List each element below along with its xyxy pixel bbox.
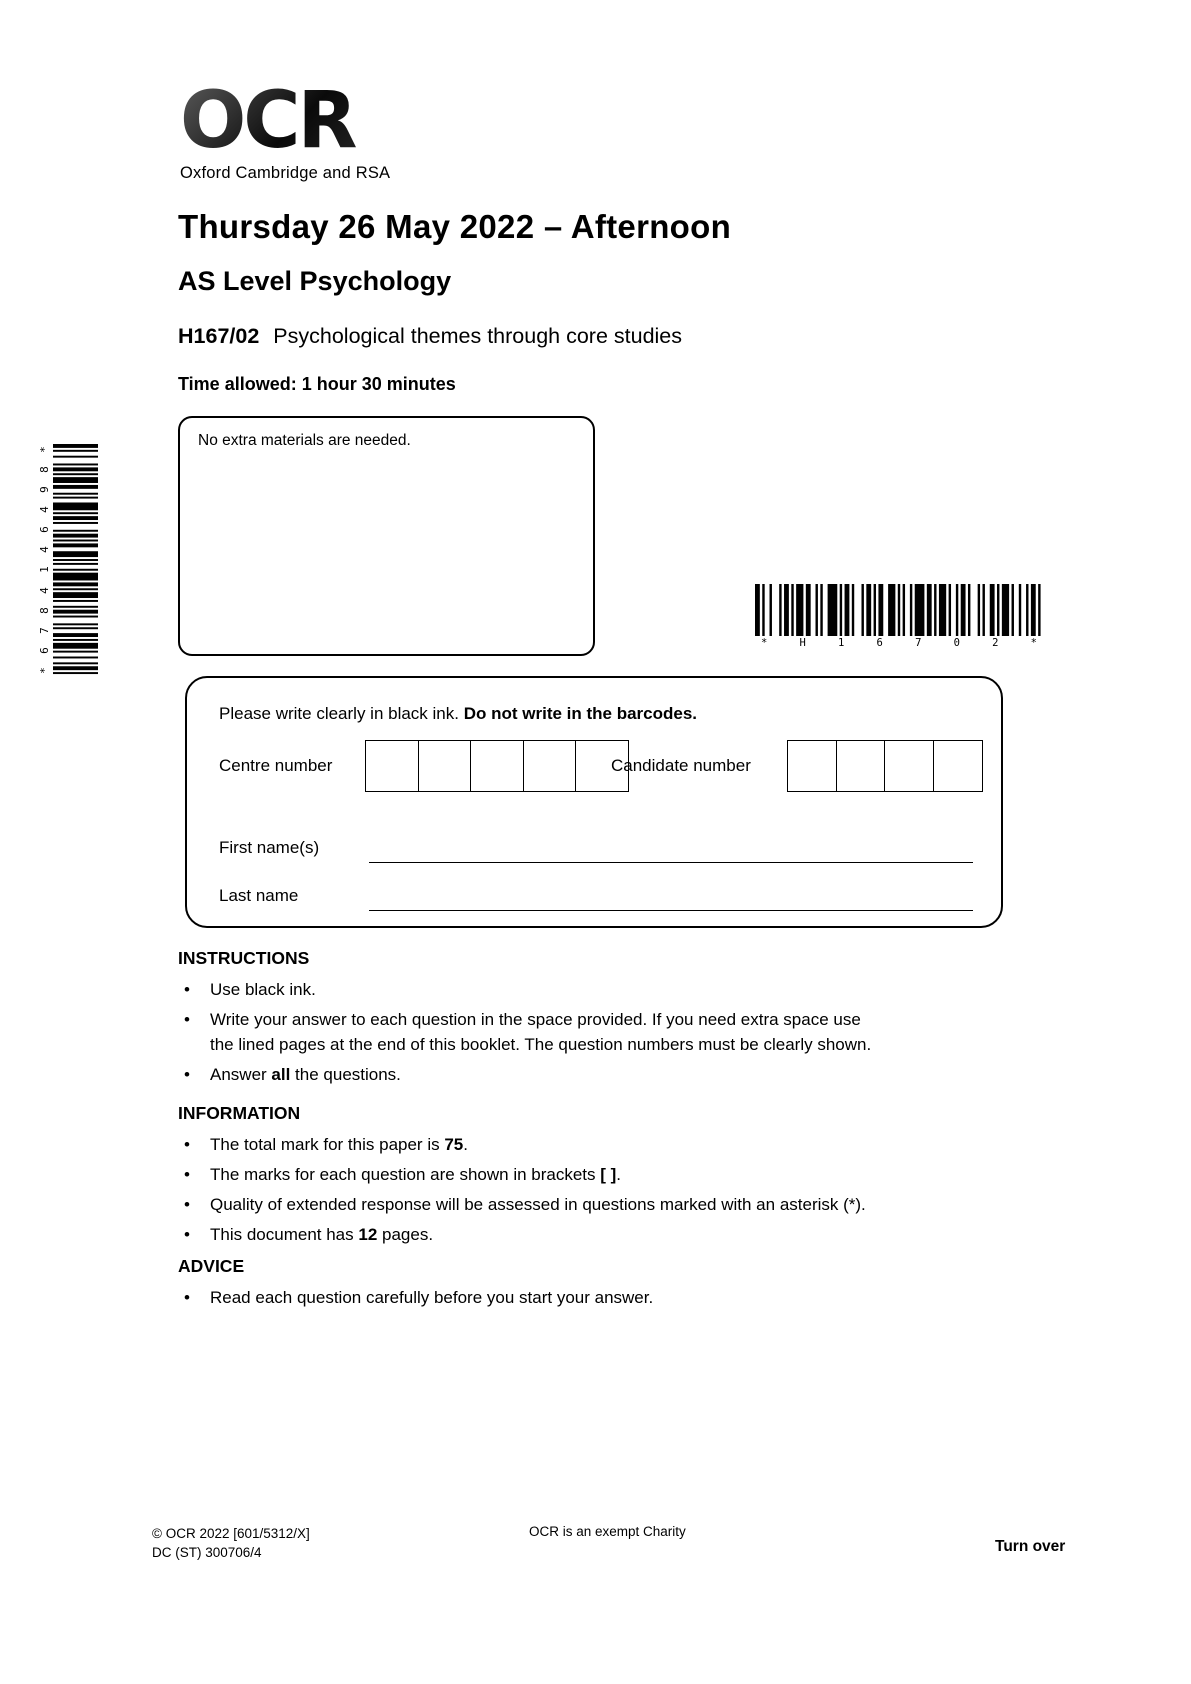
paper-code: H167/02	[178, 324, 260, 348]
section-advice	[178, 1256, 1040, 1315]
bullet-text: Write your answer to each question in the space provided. If you need extra space use the lined pages at the end of this booklet. The question numbers must be clearly shown.	[210, 1010, 872, 1054]
ink-instruction: Please write clearly in black ink. Do not write in the barcodes.	[219, 704, 698, 723]
barcode-char: 4	[38, 586, 51, 594]
bullet-marker: •	[184, 1288, 190, 1307]
bullet-item	[178, 1132, 1040, 1157]
bullet-list	[178, 977, 1040, 1087]
bullet-item	[178, 977, 1040, 1002]
bullet-text: Use black ink.	[210, 980, 316, 999]
time-allowed: Time allowed: 1 hour 30 minutes	[178, 374, 456, 394]
section-instructions	[178, 948, 1040, 1092]
left-barcode	[36, 444, 98, 676]
section-information	[178, 1103, 1040, 1252]
turn-over-label: Turn over	[995, 1538, 1066, 1555]
bullet-text: The marks for each question are shown in brackets [ ].	[210, 1165, 622, 1184]
barcode-char: 4	[38, 546, 51, 554]
barcode-char: 6	[876, 637, 883, 649]
last-name-label: Last name	[219, 886, 299, 905]
bullet-marker: •	[184, 1165, 190, 1184]
barcode-char: H	[799, 637, 806, 649]
barcode-char: 6	[38, 646, 51, 654]
candidate-number-cell	[933, 740, 983, 792]
bullet-list	[178, 1132, 1040, 1247]
first-name-field	[369, 862, 973, 863]
bullet-list	[178, 1285, 1040, 1310]
bullet-item	[178, 1222, 1040, 1247]
ocr-logo-tagline: Oxford Cambridge and RSA	[180, 164, 391, 182]
barcode-char: *	[761, 637, 768, 649]
footer-copyright-block	[152, 1524, 310, 1562]
materials-text: No extra materials are needed.	[198, 432, 411, 449]
candidate-number-cell	[787, 740, 837, 792]
right-barcode	[755, 584, 1043, 649]
paper-title: Psychological themes through core studies	[273, 324, 683, 348]
centre-number-cell	[470, 740, 524, 792]
bullet-item	[178, 1192, 1040, 1217]
bullet-marker: •	[184, 1065, 190, 1084]
bullet-item	[178, 1285, 1040, 1310]
first-name-label: First name(s)	[219, 838, 320, 857]
barcode-char: *	[38, 446, 51, 453]
candidate-details-box	[185, 676, 1003, 928]
barcode-char: 8	[38, 606, 51, 614]
centre-number-cell	[523, 740, 577, 792]
qualification-title: AS Level Psychology	[178, 266, 452, 296]
bullet-marker: •	[184, 980, 190, 999]
section-heading: INFORMATION	[178, 1103, 301, 1123]
candidate-number-cell	[884, 740, 934, 792]
bullet-item	[178, 1007, 1040, 1057]
barcode-char: 6	[38, 526, 51, 534]
materials-box	[178, 416, 595, 656]
bullet-text: Quality of extended response will be assessed in questions marked with an asterisk (*).	[210, 1195, 866, 1214]
barcode-char: 0	[953, 637, 960, 649]
barcode-char: 9	[38, 486, 51, 493]
centre-number-cell	[418, 740, 472, 792]
bullet-item	[178, 1062, 1040, 1087]
exam-date-title: Thursday 26 May 2022 – Afternoon	[178, 208, 732, 245]
footer-doc-ref: DC (ST) 300706/4	[152, 1545, 262, 1560]
candidate-number-label: Candidate number	[611, 756, 751, 775]
barcode-char: 1	[838, 637, 845, 649]
bullet-text: The total mark for this paper is 75.	[210, 1135, 468, 1154]
barcode-char: 8	[38, 466, 51, 473]
bullet-text: Answer all the questions.	[210, 1065, 401, 1084]
bullet-marker: •	[184, 1225, 190, 1244]
left-barcode-number	[36, 444, 53, 676]
centre-number-label: Centre number	[219, 756, 333, 775]
right-barcode-number	[755, 636, 1043, 649]
footer-copyright: © OCR 2022 [601/5312/X]	[152, 1526, 310, 1541]
barcode-char: 2	[992, 637, 999, 649]
barcode-char: *	[1030, 637, 1037, 649]
bullet-item	[178, 1162, 1040, 1187]
barcode-char: 4	[38, 506, 51, 514]
bullet-text: This document has 12 pages.	[210, 1225, 434, 1244]
barcode-char: 7	[915, 637, 922, 649]
bullet-marker: •	[184, 1135, 190, 1154]
paper-title-line	[178, 324, 682, 349]
section-heading: ADVICE	[178, 1256, 245, 1276]
candidate-number-cells	[787, 740, 983, 792]
last-name-field	[369, 910, 973, 911]
centre-number-cells	[365, 740, 629, 792]
ocr-logo	[180, 76, 391, 183]
section-heading: INSTRUCTIONS	[178, 948, 310, 968]
barcode-char: *	[38, 667, 51, 674]
barcode-icon	[755, 584, 1043, 636]
ocr-logo-text: OCR	[180, 82, 390, 160]
bullet-marker: •	[184, 1195, 190, 1214]
bullet-text: Read each question carefully before you start your answer.	[210, 1288, 654, 1307]
centre-number-cell	[365, 740, 419, 792]
barcode-icon	[53, 444, 98, 676]
footer-charity-note: OCR is an exempt Charity	[529, 1524, 686, 1539]
barcode-char: 1	[38, 566, 51, 574]
candidate-number-cell	[836, 740, 886, 792]
bullet-marker: •	[184, 1010, 190, 1029]
barcode-char: 7	[38, 626, 51, 634]
